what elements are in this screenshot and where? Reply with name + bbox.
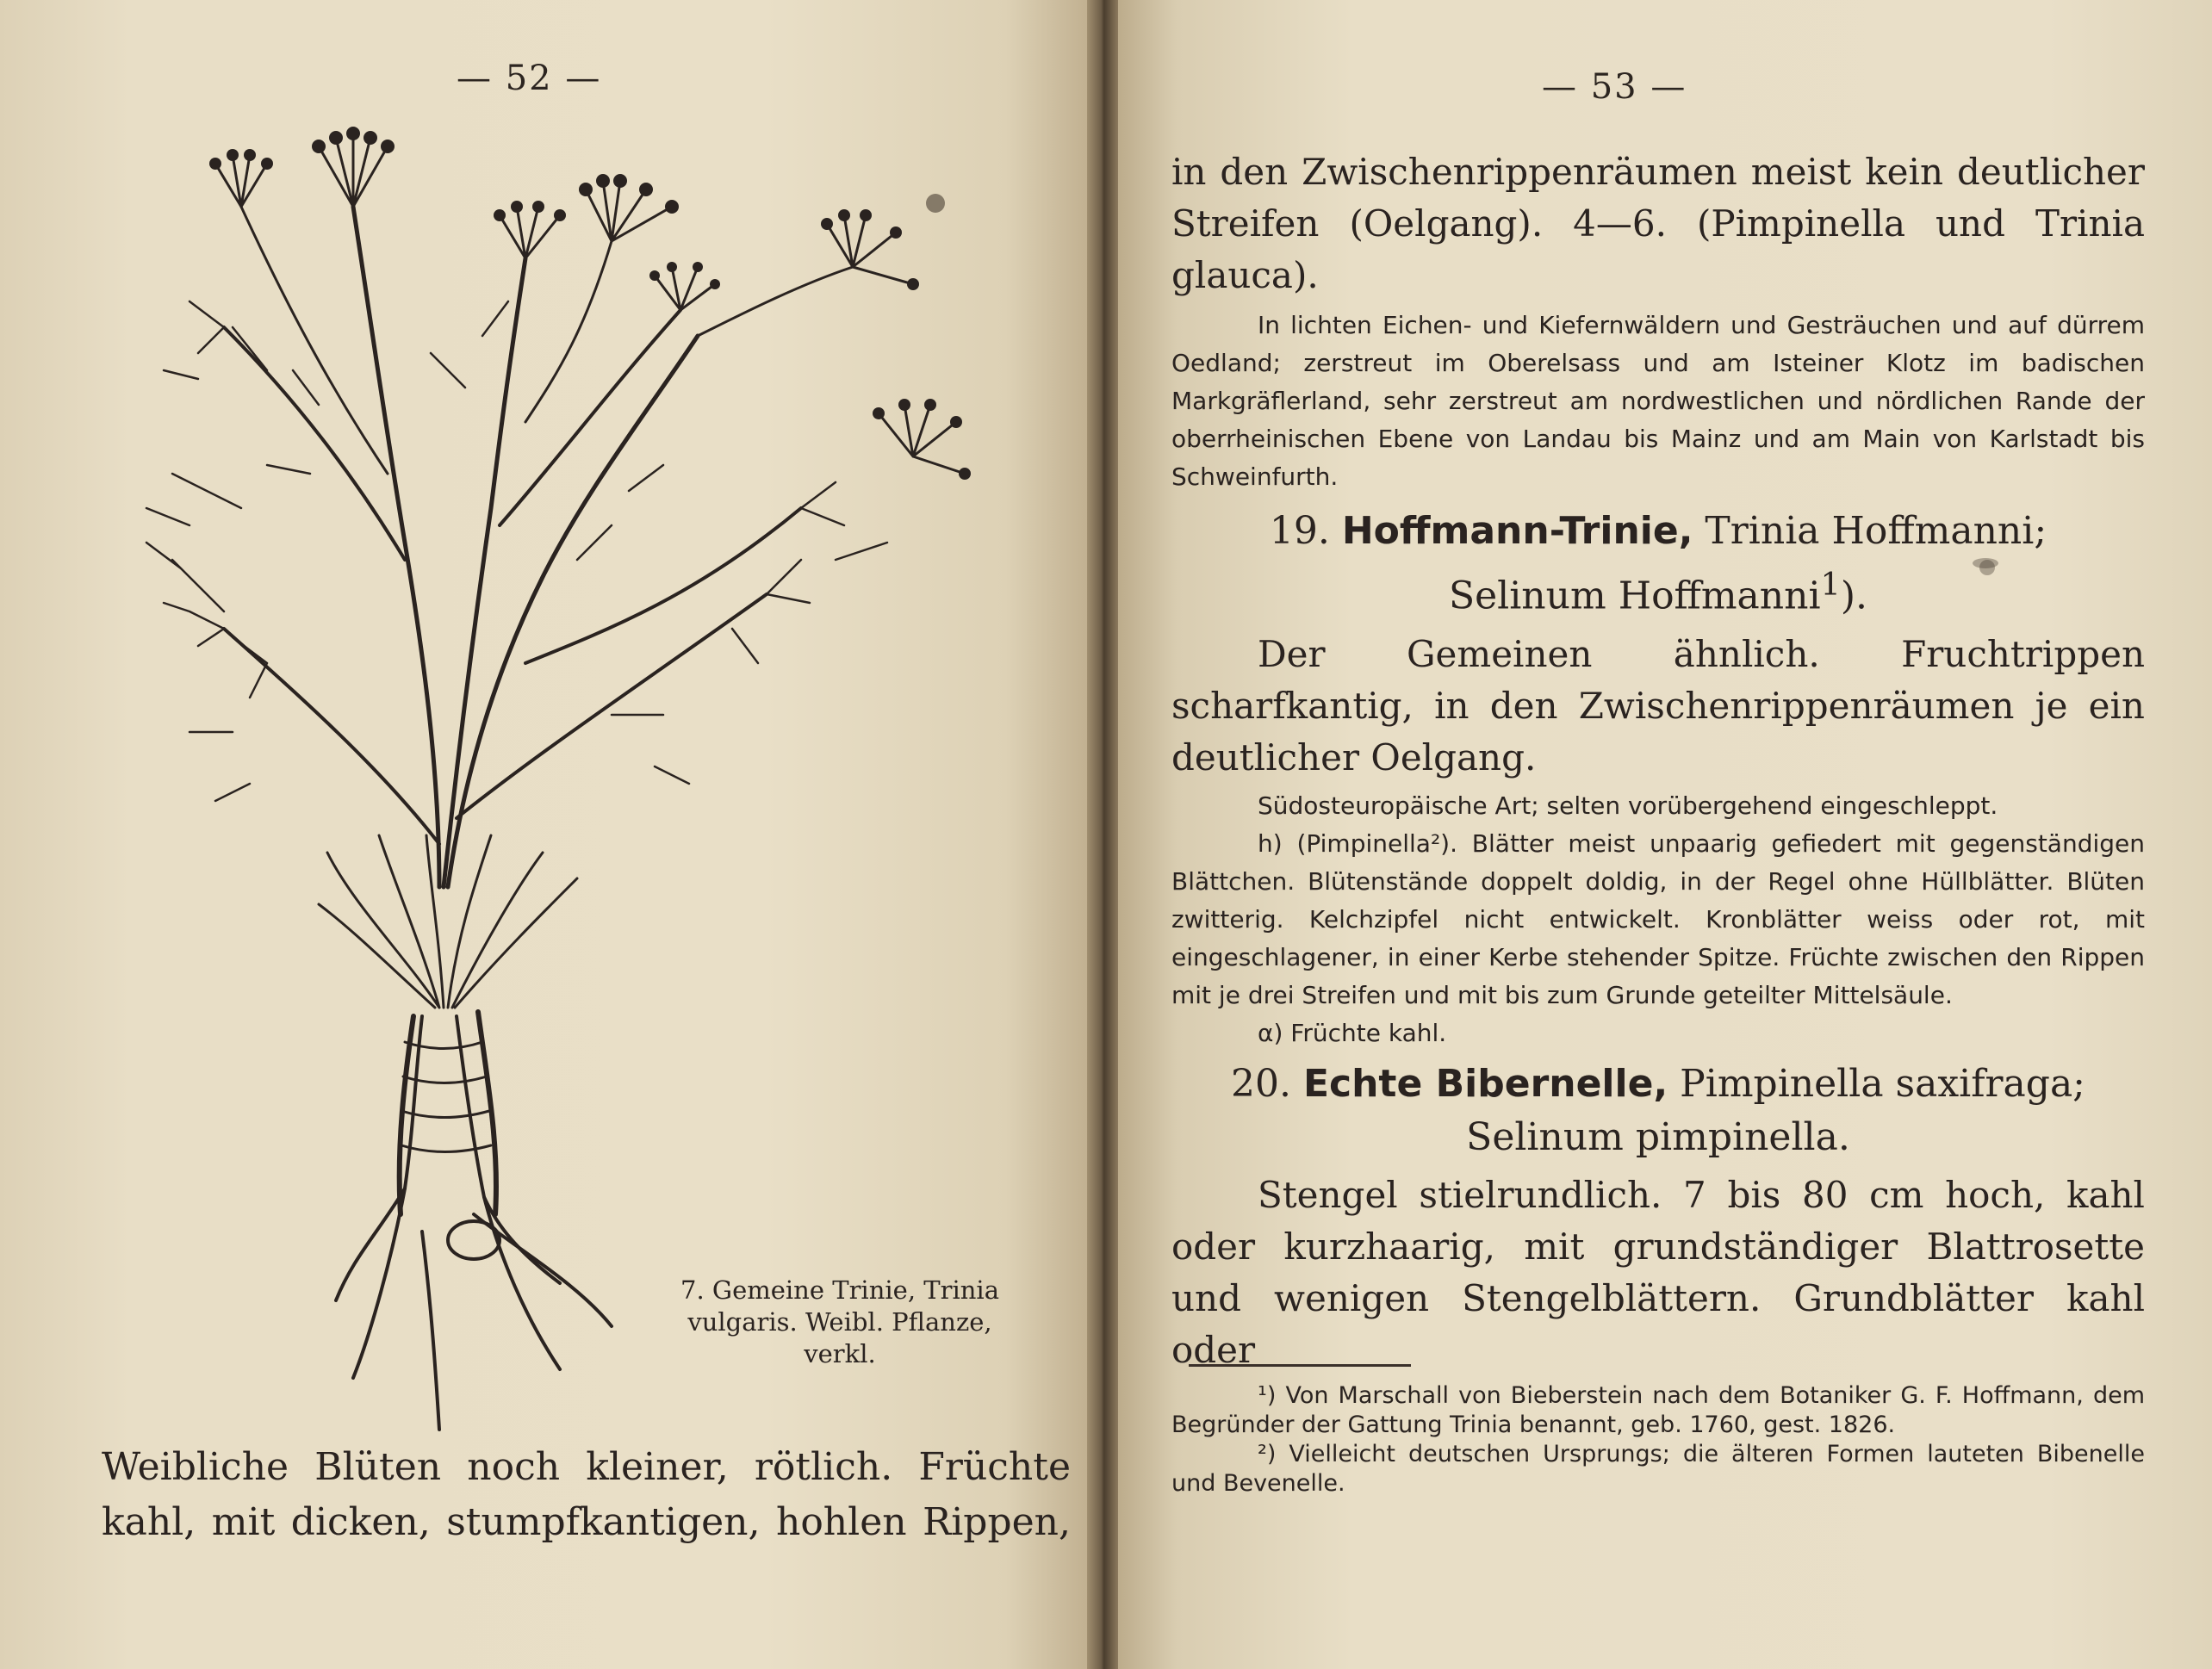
species-number: 19. <box>1269 509 1330 553</box>
paragraph: in den Zwischenrippenräumen meist kein deutlicher Streifen (Oelgang). 4—6. (Pimpinella und Trinia glauca). <box>1171 151 2145 296</box>
caption-line: vulgaris. Weibl. Pflanze, <box>687 1307 992 1337</box>
footnotes <box>1171 1381 2145 1498</box>
right-text-block <box>1171 146 2145 1376</box>
species-heading-19 <box>1171 505 2145 624</box>
figure-caption <box>637 1275 1042 1370</box>
book-gutter <box>1087 0 1118 1669</box>
habitat-note: In lichten Eichen- und Kiefernwäldern und Gesträuchen und auf dürrem Oedland; zerstreut im Oberelsass und am Isteiner Klotz im badischen Markgräflerland, sehr zerstreut am nordwestlichen und nördlichen Rande der oberrheinischen Ebene von Landau bis Mainz und am Main von Karlstadt bis Schweinfurth. <box>1171 311 2145 491</box>
paragraph: Der Gemeinen ähnlich. Fruchtrippen scharfkantig, in den Zwischenrippenräumen je ein deutlicher Oelgang. <box>1171 632 2145 779</box>
species-number: 20. <box>1230 1061 1291 1106</box>
page-number-right: — 53 — <box>1542 67 1687 107</box>
footnote: ²) Vielleicht deutschen Ursprungs; die älteren Formen lauteten Bibenelle und Bevenelle. <box>1171 1441 2145 1497</box>
footnote: ¹) Von Marschall von Bieberstein nach dem Botaniker G. F. Hoffmann, dem Begründer der Gattung Trinia benannt, geb. 1760, gest. 1826. <box>1171 1382 2145 1438</box>
paragraph: Stengel stielrundlich. 7 bis 80 cm hoch, kahl oder kurzhaarig, mit grundständiger Blattrosette und wenigen Stengelblättern. Grundblätter kahl oder <box>1171 1173 2145 1371</box>
genus-description: h) (Pimpinella²). Blätter meist unpaarig gefiedert mit gegenständigen Blättchen. Blütenstände doppelt doldig, in der Regel ohne Hüllblätter. Blüten zwitterig. Kelchzipfel nicht entwickelt. Kronblätter weiss oder rot, mit eingeschlagener, in einer Kerbe stehender Spitze. Früchte zwischen den Rippen mit je drei Streifen und mit bis zum Grunde geteilter Mittelsäule. <box>1171 828 2145 1009</box>
distribution-note: Südosteuropäische Art; selten vorübergehend eingeschleppt. <box>1258 791 1998 820</box>
footnote-mark: 1 <box>1820 566 1841 603</box>
heading-close: ). <box>1840 574 1868 618</box>
footnote-rule <box>1189 1364 1411 1367</box>
species-synonym: Selinum Hoffmanni <box>1448 574 1821 618</box>
species-heading-20 <box>1171 1058 2145 1164</box>
species-name: Hoffmann-Trinie, <box>1341 509 1693 553</box>
page-number-left: — 52 — <box>457 59 602 98</box>
left-body-text <box>102 1440 1071 1550</box>
species-latin: Pimpinella saxifraga; <box>1680 1061 2086 1106</box>
caption-line: verkl. <box>804 1339 876 1368</box>
species-latin: Trinia Hoffmanni; <box>1705 509 2047 553</box>
species-name: Echte Bibernelle, <box>1302 1061 1668 1106</box>
subgroup-label: α) Früchte kahl. <box>1258 1018 1447 1047</box>
body-line: kahl, mit dicken, stumpfkantigen, hohlen Rippen, <box>102 1500 1071 1544</box>
species-synonym: Selinum pimpinella. <box>1466 1114 1850 1159</box>
body-line: Weibliche Blüten noch kleiner, rötlich. Früchte <box>102 1445 1071 1489</box>
plant-illustration <box>95 112 1042 1455</box>
caption-line: 7. Gemeine Trinie, Trinia <box>680 1275 999 1305</box>
